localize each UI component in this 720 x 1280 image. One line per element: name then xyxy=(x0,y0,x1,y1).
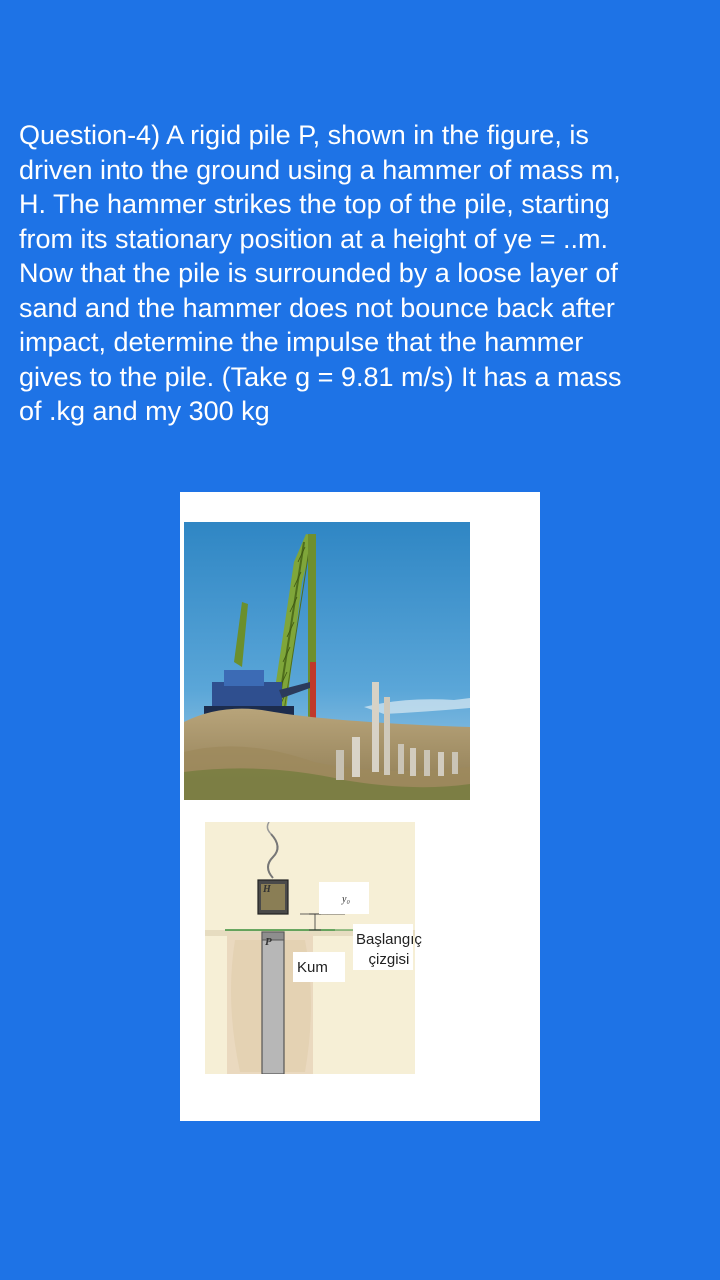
figure-panel xyxy=(180,492,540,1121)
height-label: y₀ xyxy=(342,894,350,905)
pile-label: P xyxy=(265,936,272,948)
question-line: impact, determine the impulse that the hammer xyxy=(19,327,584,357)
question-line: H. The hammer strikes the top of the pile, starting xyxy=(19,189,610,219)
question-line: Question-4) A rigid pile P, shown in the figure, is xyxy=(19,120,589,150)
question-line: from its stationary position at a height of ye = ..m. xyxy=(19,223,609,254)
hammer-label: H xyxy=(263,884,271,895)
question-line: gives to the pile. (Take g = 9.81 m/s) It has a mass xyxy=(19,361,622,392)
question-line: of .kg and my 300 kg xyxy=(19,396,270,426)
question-line: driven into the ground using a hammer of mass m, xyxy=(19,154,621,185)
start-line-label xyxy=(356,930,422,970)
start-line-label-line: çizgisi xyxy=(368,951,410,968)
pile-driver-photo xyxy=(184,522,470,800)
sand-label: Kum xyxy=(297,959,328,976)
question-line: Now that the pile is surrounded by a loose layer of xyxy=(19,258,618,288)
question-line: sand and the hammer does not bounce back after xyxy=(19,292,615,323)
question-text xyxy=(19,118,709,429)
start-line-label-line: Başlangıç xyxy=(356,931,422,948)
